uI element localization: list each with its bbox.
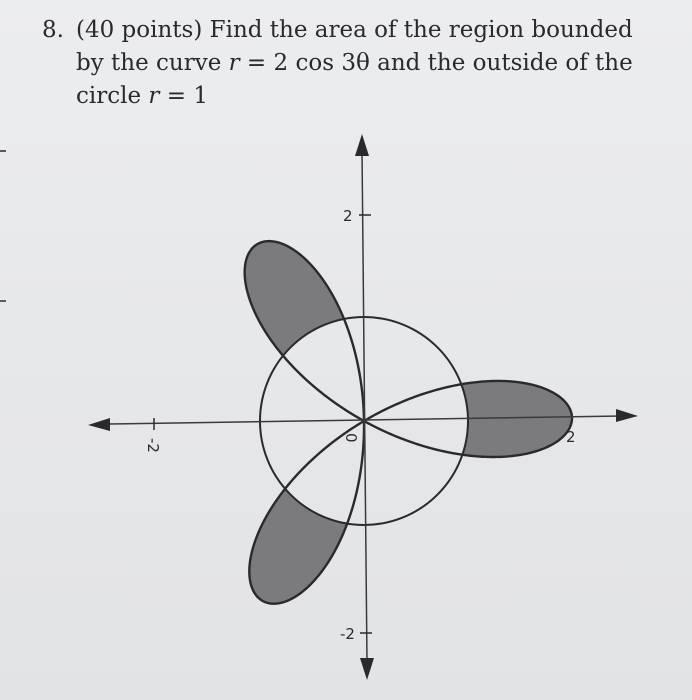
math-r-2: r (148, 83, 160, 109)
math-equals-2: = (159, 83, 194, 109)
shaded-petal-3 (249, 488, 347, 603)
math-equals: = (239, 50, 274, 76)
x-axis-left-arrow (88, 418, 110, 431)
problem-points: (40 points) (76, 17, 203, 43)
tick-label-x-neg: -2 (144, 438, 162, 453)
math-r: r (228, 50, 240, 76)
tick-label-x-pos: 2 (566, 428, 576, 446)
shaded-petal-2 (245, 241, 345, 356)
y-axis-up-arrow (355, 134, 369, 156)
x-axis-right-arrow (616, 409, 638, 422)
tick-label-origin: 0 (342, 433, 360, 443)
tick-label-y-neg: -2 (340, 625, 355, 643)
problem-text-3a: circle (76, 83, 149, 109)
y-axis-down-arrow (360, 658, 374, 680)
shaded-petal-regions (245, 241, 572, 604)
problem-text-2a: by the curve (76, 50, 229, 76)
problem-number: 8. (42, 17, 64, 43)
circle-expression: 1 (193, 83, 208, 109)
tick-label-y-pos: 2 (343, 207, 353, 225)
problem-text-1: Find the area of the region bounded (209, 17, 633, 43)
problem-text-2b: and the outside of the (369, 50, 633, 76)
curve-expression: 2 cos 3θ (273, 50, 370, 76)
